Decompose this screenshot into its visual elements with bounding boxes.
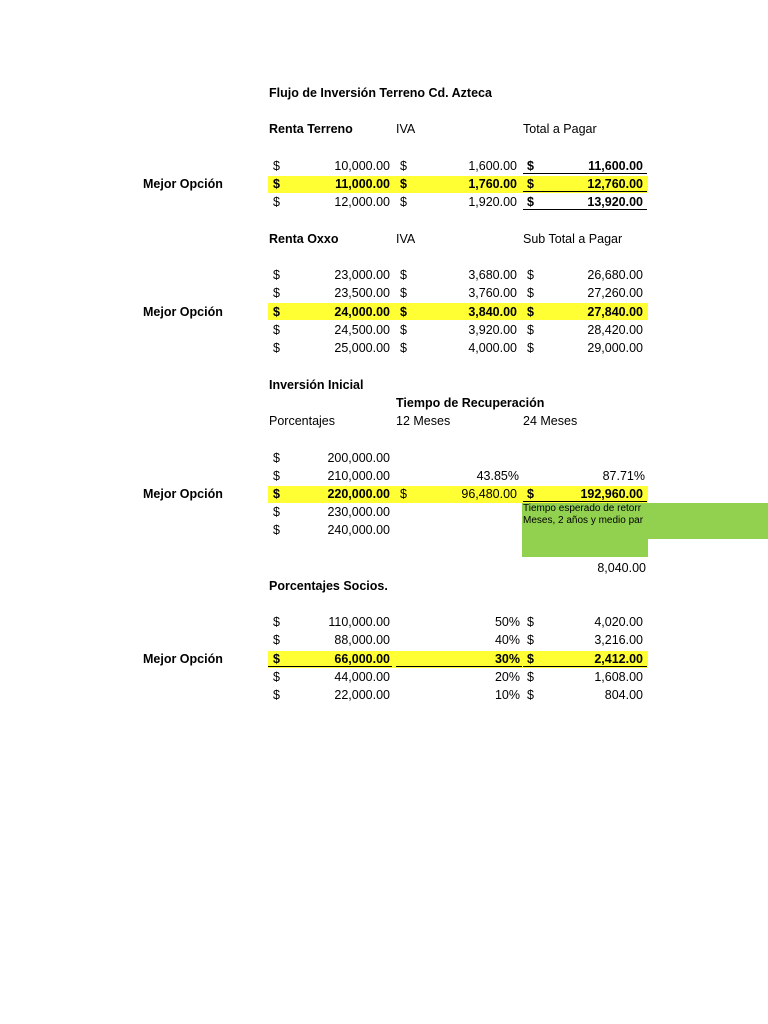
currency-sign: $: [527, 670, 534, 684]
currency-sign: $: [400, 268, 407, 282]
currency-sign: $: [273, 341, 280, 355]
header-renta-terreno: Renta Terreno: [269, 122, 353, 136]
currency-sign: $: [273, 615, 280, 629]
socio-monto: 22,000.00: [334, 688, 390, 702]
currency-sign: $: [273, 323, 280, 337]
socio-monto: 44,000.00: [334, 670, 390, 684]
renta-value: 24,000.00: [334, 305, 390, 319]
currency-sign: $: [400, 323, 407, 337]
header-porcentajes-socios: Porcentajes Socios.: [269, 579, 388, 593]
currency-sign: $: [527, 305, 534, 319]
currency-sign: $: [527, 487, 534, 501]
total-value: 27,840.00: [587, 305, 643, 319]
header-tiempo-recuperacion: Tiempo de Recuperación: [396, 396, 545, 410]
socio-pago: 804.00: [604, 688, 643, 702]
total-value: 29,000.00: [587, 341, 643, 355]
currency-sign: $: [400, 487, 407, 501]
socio-pago: 4,020.00: [594, 615, 643, 629]
iva-value: 1,600.00: [468, 159, 517, 173]
comment-line-1: Tiempo esperado de retorr: [523, 503, 642, 514]
renta-value: 10,000.00: [334, 159, 390, 173]
socio-monto: 66,000.00: [334, 652, 390, 666]
currency-sign: $: [400, 305, 407, 319]
currency-sign: $: [273, 469, 280, 483]
currency-sign: $: [400, 341, 407, 355]
renta-value: 25,000.00: [334, 341, 390, 355]
header-sub-total: Sub Total a Pagar: [523, 232, 623, 246]
currency-sign: $: [273, 195, 280, 209]
socio-pct: 50%: [494, 615, 520, 629]
inversion-value: 200,000.00: [327, 451, 390, 465]
currency-sign: $: [527, 615, 534, 629]
currency-sign: $: [400, 177, 407, 191]
iva-value: 3,680.00: [468, 268, 517, 282]
socio-pct: 30%: [494, 652, 520, 666]
best-option-label: Mejor Opción: [143, 305, 223, 319]
socio-pago: 1,608.00: [594, 670, 643, 684]
currency-sign: $: [527, 341, 534, 355]
iva-value: 3,840.00: [468, 305, 517, 319]
total-value: 26,680.00: [587, 268, 643, 282]
currency-sign: $: [273, 286, 280, 300]
currency-sign: $: [273, 633, 280, 647]
inversion-value: 210,000.00: [327, 469, 390, 483]
currency-sign: $: [527, 688, 534, 702]
header-iva: IVA: [396, 122, 416, 136]
currency-sign: $: [527, 177, 534, 191]
header-renta-oxxo: Renta Oxxo: [269, 232, 339, 246]
inversion-value: 230,000.00: [327, 505, 390, 519]
amount-24-meses: 192,960.00: [580, 487, 643, 501]
currency-sign: $: [273, 652, 280, 666]
currency-sign: $: [273, 523, 280, 537]
best-option-label: Mejor Opción: [143, 652, 223, 666]
currency-sign: $: [273, 305, 280, 319]
currency-sign: $: [400, 159, 407, 173]
header-24-meses: 24 Meses: [523, 414, 578, 428]
currency-sign: $: [273, 670, 280, 684]
currency-sign: $: [527, 633, 534, 647]
header-inversion-inicial: Inversión Inicial: [269, 378, 364, 392]
iva-value: 3,920.00: [468, 323, 517, 337]
socio-pago: 2,412.00: [594, 652, 643, 666]
currency-sign: $: [527, 195, 534, 209]
socio-monto: 110,000.00: [328, 615, 390, 629]
socio-monto: 88,000.00: [334, 633, 390, 647]
inversion-value: 220,000.00: [327, 487, 390, 501]
currency-sign: $: [527, 268, 534, 282]
total-value: 13,920.00: [587, 195, 643, 209]
page-title: Flujo de Inversión Terreno Cd. Azteca: [269, 86, 492, 100]
header-iva: IVA: [396, 232, 416, 246]
best-option-label: Mejor Opción: [143, 487, 223, 501]
inversion-value: 240,000.00: [327, 523, 390, 537]
currency-sign: $: [527, 652, 534, 666]
pct-24-meses: 87.71%: [602, 469, 645, 483]
currency-sign: $: [273, 451, 280, 465]
socio-pct: 40%: [494, 633, 520, 647]
header-porcentajes: Porcentajes: [269, 414, 336, 428]
iva-value: 3,760.00: [468, 286, 517, 300]
best-option-label: Mejor Opción: [143, 177, 223, 191]
currency-sign: $: [527, 159, 534, 173]
renta-value: 24,500.00: [334, 323, 390, 337]
currency-sign: $: [273, 505, 280, 519]
socio-pago: 3,216.00: [594, 633, 643, 647]
currency-sign: $: [273, 159, 280, 173]
currency-sign: $: [400, 286, 407, 300]
currency-sign: $: [527, 286, 534, 300]
comment-line-2: Meses, 2 años y medio par: [523, 515, 644, 526]
currency-sign: $: [273, 487, 280, 501]
socio-pct: 20%: [494, 670, 520, 684]
socio-pct: 10%: [494, 688, 520, 702]
pct-12-meses: 43.85%: [476, 469, 519, 483]
monthly-amount: 8,040.00: [597, 561, 646, 575]
currency-sign: $: [273, 268, 280, 282]
renta-value: 11,000.00: [335, 177, 390, 191]
renta-value: 23,500.00: [334, 286, 390, 300]
header-total-pagar: Total a Pagar: [523, 122, 597, 136]
amount-12-meses: 96,480.00: [461, 487, 517, 501]
iva-value: 1,920.00: [468, 195, 517, 209]
iva-value: 4,000.00: [468, 341, 517, 355]
renta-value: 23,000.00: [334, 268, 390, 282]
iva-value: 1,760.00: [468, 177, 517, 191]
currency-sign: $: [273, 688, 280, 702]
total-value: 28,420.00: [587, 323, 643, 337]
total-value: 27,260.00: [587, 286, 643, 300]
renta-value: 12,000.00: [334, 195, 390, 209]
currency-sign: $: [400, 195, 407, 209]
header-12-meses: 12 Meses: [396, 414, 451, 428]
total-value: 12,760.00: [587, 177, 643, 191]
currency-sign: $: [273, 177, 280, 191]
comment-box-extension: [522, 539, 648, 557]
currency-sign: $: [527, 323, 534, 337]
total-value: 11,600.00: [588, 159, 643, 173]
